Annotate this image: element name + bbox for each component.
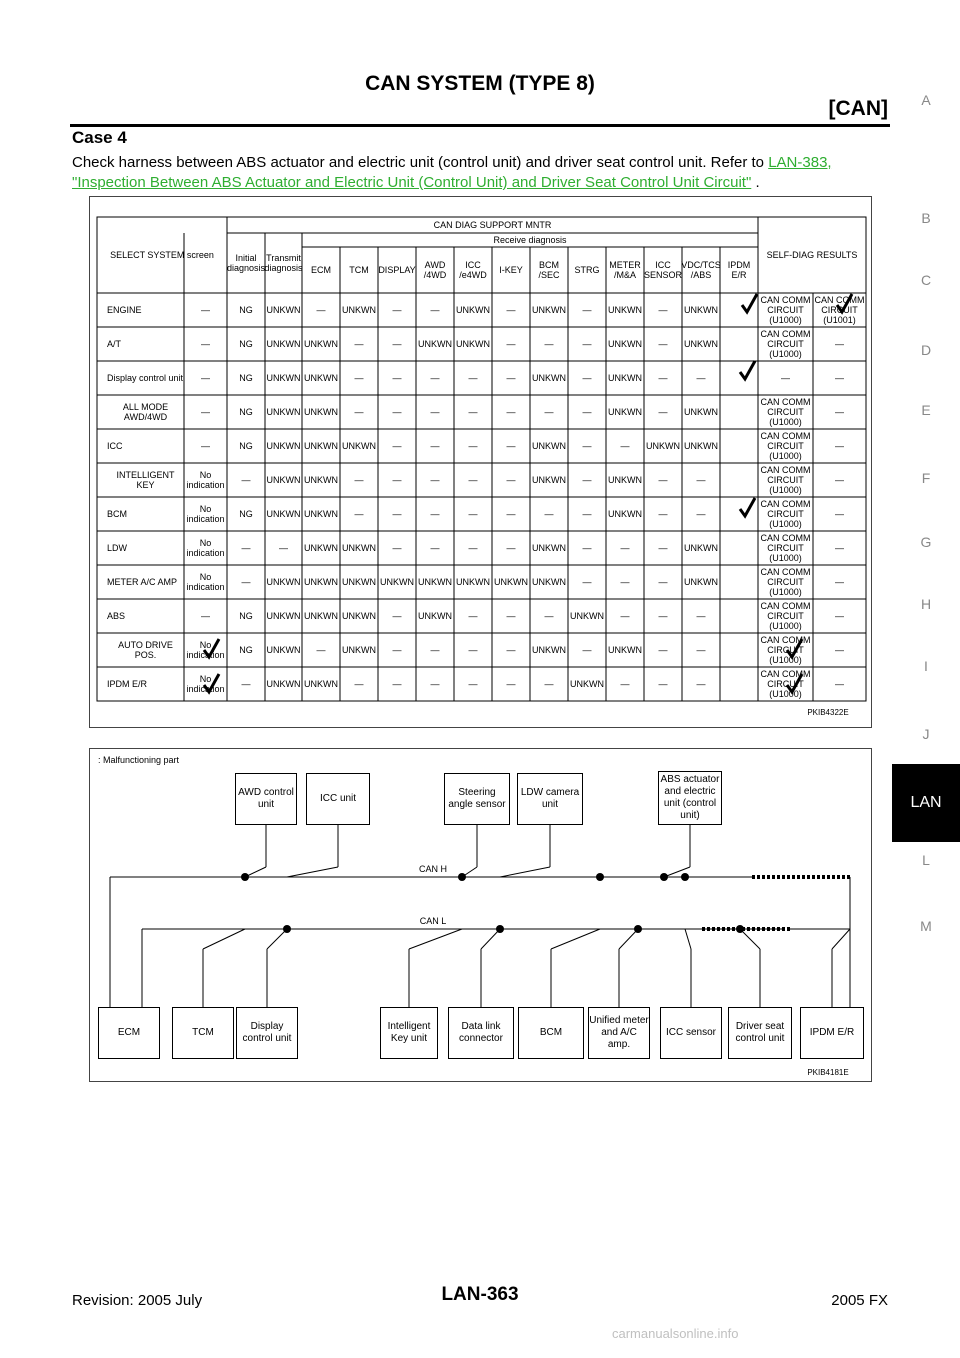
transmit-diagnosis-value: NG — [239, 645, 253, 655]
transmit-diagnosis-value: — — [241, 679, 251, 689]
receive-diagnosis-value: UNKWN — [266, 611, 301, 621]
transmit-diagnosis-value: — — [241, 577, 251, 587]
receive-diagnosis-value: — — [392, 543, 402, 553]
self-diag-result: — — [835, 679, 844, 689]
initial-diagnosis-value: No indication — [186, 674, 225, 694]
initial-diagnosis-value: — — [201, 305, 210, 315]
receive-diagnosis-value: UNKWN — [304, 407, 338, 417]
receive-diagnosis-value: UNKWN — [304, 679, 338, 689]
receive-diagnosis-value: UNKWN — [532, 543, 566, 553]
receive-diagnosis-value: UNKWN — [570, 611, 604, 621]
receive-diagnosis-value: — — [354, 679, 364, 689]
side-tab-f[interactable]: F — [921, 470, 931, 486]
receive-diagnosis-value: — — [582, 509, 592, 519]
side-tab-j[interactable]: J — [922, 726, 930, 742]
receive-column-header: AWD /4WD — [423, 260, 447, 280]
system-name: METER A/C AMP — [107, 577, 178, 587]
receive-diagnosis-value: UNKWN — [456, 339, 490, 349]
receive-diagnosis-value: — — [430, 509, 440, 519]
receive-diagnosis-value: UNKWN — [266, 305, 301, 315]
receive-diagnosis-value: — — [544, 679, 554, 689]
self-diag-result: — — [835, 475, 844, 485]
case-title: Case 4 — [72, 128, 127, 147]
receive-diagnosis-value: — — [392, 339, 402, 349]
receive-diagnosis-value: UNKWN — [532, 373, 566, 383]
initial-diagnosis-value: — — [201, 373, 210, 383]
transmit-diagnosis-header: Transmit diagnosis — [264, 253, 303, 273]
receive-column-header: VDC/TCS /ABS — [681, 260, 721, 280]
receive-diagnosis-value: — — [316, 305, 326, 315]
receive-diagnosis-value: UNKWN — [608, 373, 642, 383]
top-unit-box: ABS actuator and electric unit (control unit) — [658, 771, 722, 825]
receive-diagnosis-value: UNKWN — [608, 509, 642, 519]
receive-diagnosis-value: UNKWN — [608, 645, 642, 655]
receive-diagnosis-value: UNKWN — [684, 543, 718, 553]
can-h-label: CAN H — [418, 864, 447, 874]
section-label: [CAN] — [828, 97, 888, 120]
receive-diagnosis-value: — — [544, 509, 554, 519]
receive-diagnosis-value: UNKWN — [342, 577, 376, 587]
footer-model: 2005 FX — [831, 1292, 888, 1309]
receive-diagnosis-value: — — [696, 645, 706, 655]
receive-diagnosis-value: — — [696, 475, 706, 485]
receive-diagnosis-header: Receive diagnosis — [493, 235, 567, 245]
receive-diagnosis-value: — — [468, 441, 478, 451]
receive-diagnosis-value: UNKWN — [608, 305, 642, 315]
receive-diagnosis-value: — — [279, 543, 288, 553]
transmit-diagnosis-value: NG — [239, 339, 253, 349]
table-cells — [90, 197, 873, 729]
receive-diagnosis-value: — — [506, 407, 516, 417]
receive-diagnosis-value: — — [620, 611, 630, 621]
receive-diagnosis-value: UNKWN — [418, 339, 452, 349]
initial-diagnosis-value: No indication — [186, 470, 225, 490]
receive-diagnosis-value: — — [392, 611, 402, 621]
top-unit-box: AWD control unit — [235, 773, 297, 825]
system-name: INTELLIGENT KEY — [116, 470, 175, 490]
receive-diagnosis-value: — — [430, 475, 440, 485]
select-system-header: SELECT SYSTEM screen — [110, 250, 214, 260]
transmit-diagnosis-value: NG — [239, 611, 253, 621]
receive-diagnosis-value: UNKWN — [342, 543, 376, 553]
receive-diagnosis-value: — — [658, 373, 668, 383]
transmit-diagnosis-value: — — [241, 543, 251, 553]
initial-diagnosis-value: No indication — [186, 504, 225, 524]
watermark: carmanualsonline.info — [612, 1326, 739, 1341]
receive-diagnosis-value: UNKWN — [456, 305, 490, 315]
receive-diagnosis-value: — — [392, 441, 402, 451]
receive-diagnosis-value: — — [430, 679, 440, 689]
receive-diagnosis-value: UNKWN — [380, 577, 414, 587]
receive-column-header: METER /M&A — [609, 260, 641, 280]
self-diag-result: — — [835, 577, 844, 587]
initial-diagnosis-value: — — [201, 441, 210, 451]
receive-diagnosis-value: UNKWN — [684, 407, 718, 417]
initial-diagnosis-value: — — [201, 407, 210, 417]
receive-diagnosis-value: — — [468, 475, 478, 485]
initial-diagnosis-header: Initial diagnosis — [226, 253, 266, 273]
receive-column-header: IPDM E/R — [727, 260, 751, 280]
side-tab-h[interactable]: H — [920, 596, 932, 612]
footer-page-number: LAN-363 — [441, 1284, 519, 1305]
self-diag-result: — — [835, 645, 844, 655]
receive-diagnosis-value: UNKWN — [608, 407, 642, 417]
receive-diagnosis-value: — — [506, 441, 516, 451]
side-tab-a[interactable]: A — [921, 92, 931, 108]
figure-code: PKIB4181E — [807, 1068, 849, 1077]
side-tab-g[interactable]: G — [920, 534, 932, 550]
receive-diagnosis-value: — — [506, 339, 516, 349]
receive-diagnosis-value: — — [658, 305, 668, 315]
receive-diagnosis-value: — — [696, 373, 706, 383]
receive-diagnosis-value: — — [506, 679, 516, 689]
table-title: CAN DIAG SUPPORT MNTR — [433, 220, 552, 230]
receive-diagnosis-value: UNKWN — [608, 339, 642, 349]
receive-diagnosis-value: — — [316, 645, 326, 655]
self-diag-result: CAN COMM CIRCUIT (U1000) — [760, 397, 811, 427]
receive-diagnosis-value: — — [430, 543, 440, 553]
receive-diagnosis-value: — — [354, 407, 364, 417]
self-diag-result: CAN COMM CIRCUIT (U1000) — [760, 499, 811, 529]
receive-diagnosis-value: UNKWN — [266, 407, 301, 417]
receive-diagnosis-value: — — [506, 645, 516, 655]
receive-diagnosis-value: UNKWN — [684, 577, 718, 587]
receive-column-header: ICC /e4WD — [459, 260, 487, 280]
receive-diagnosis-value: — — [582, 645, 592, 655]
system-name: IPDM E/R — [107, 679, 148, 689]
transmit-diagnosis-value: NG — [239, 509, 253, 519]
initial-diagnosis-value: No indication — [186, 640, 225, 660]
receive-diagnosis-value: — — [506, 373, 516, 383]
receive-diagnosis-value: UNKWN — [266, 679, 301, 689]
receive-diagnosis-value: — — [544, 611, 554, 621]
side-tab-b[interactable]: B — [921, 210, 931, 226]
receive-diagnosis-value: — — [696, 509, 706, 519]
receive-diagnosis-value: — — [392, 407, 402, 417]
receive-diagnosis-value: UNKWN — [684, 339, 718, 349]
self-diag-result: — — [835, 407, 844, 417]
receive-diagnosis-value: — — [392, 475, 402, 485]
receive-diagnosis-value: — — [392, 645, 402, 655]
footer-revision: Revision: 2005 July — [72, 1292, 203, 1309]
receive-diagnosis-value: UNKWN — [342, 441, 376, 451]
receive-diagnosis-value: — — [658, 475, 668, 485]
receive-diagnosis-value: — — [430, 305, 440, 315]
initial-diagnosis-value: No indication — [186, 572, 225, 592]
unit-boxes — [90, 749, 873, 1083]
receive-diagnosis-value: — — [430, 441, 440, 451]
instruction-end: . — [751, 174, 760, 191]
system-name: BCM — [107, 509, 127, 519]
legend-malfunctioning: : Malfunctioning part — [98, 755, 180, 765]
system-name: Display control unit — [107, 373, 184, 383]
system-name: AUTO DRIVE POS. — [118, 640, 173, 660]
side-tab-m[interactable]: M — [920, 918, 932, 934]
self-diag-result: — — [835, 509, 844, 519]
self-diag-result: — — [835, 339, 844, 349]
receive-diagnosis-value: — — [506, 543, 516, 553]
receive-diagnosis-value: — — [582, 577, 592, 587]
side-index-tabs — [892, 0, 960, 1358]
self-diag-result: — — [835, 543, 844, 553]
receive-diagnosis-value: — — [430, 407, 440, 417]
system-name: ICC — [107, 441, 123, 451]
receive-diagnosis-value: UNKWN — [608, 475, 642, 485]
top-unit-box: LDW camera unit — [517, 773, 583, 825]
self-diag-results-header: SELF-DIAG RESULTS — [766, 250, 858, 260]
receive-diagnosis-value: — — [468, 611, 478, 621]
initial-diagnosis-value: No indication — [186, 538, 225, 558]
receive-diagnosis-value: UNKWN — [342, 305, 376, 315]
bottom-unit-box: Driver seat control unit — [728, 1007, 792, 1059]
self-diag-result: CAN COMM CIRCUIT (U1000) — [760, 465, 811, 495]
receive-diagnosis-value: UNKWN — [304, 543, 338, 553]
receive-diagnosis-value: — — [620, 679, 630, 689]
self-diag-result: — — [835, 441, 844, 451]
receive-diagnosis-value: UNKWN — [304, 577, 338, 587]
receive-diagnosis-value: — — [658, 407, 668, 417]
receive-diagnosis-value: UNKWN — [646, 441, 680, 451]
receive-diagnosis-value: — — [506, 305, 516, 315]
bottom-unit-box: Data link connector — [448, 1007, 514, 1059]
receive-column-header: STRG — [574, 265, 600, 275]
side-tab-e[interactable]: E — [921, 402, 931, 418]
receive-diagnosis-value: — — [582, 373, 592, 383]
receive-diagnosis-value: — — [468, 407, 478, 417]
receive-diagnosis-value: UNKWN — [266, 577, 301, 587]
receive-diagnosis-value: — — [506, 611, 516, 621]
bottom-unit-box: Intelligent Key unit — [380, 1007, 438, 1059]
system-name: ALL MODE AWD/4WD — [122, 402, 169, 422]
top-unit-box: ICC unit — [306, 773, 370, 825]
can-wiring-diagram — [89, 748, 872, 1082]
receive-diagnosis-value: — — [468, 679, 478, 689]
receive-diagnosis-value: — — [582, 543, 592, 553]
receive-diagnosis-value: — — [582, 441, 592, 451]
receive-diagnosis-value: — — [582, 339, 592, 349]
initial-diagnosis-value: — — [201, 339, 210, 349]
bottom-unit-box: ECM — [98, 1007, 160, 1059]
receive-diagnosis-value: — — [506, 509, 516, 519]
receive-diagnosis-value: — — [468, 645, 478, 655]
side-tab-i[interactable]: I — [924, 658, 928, 674]
receive-diagnosis-value: — — [468, 543, 478, 553]
self-diag-result: CAN COMM CIRCUIT (U1000) — [760, 329, 811, 359]
bottom-unit-box: IPDM E/R — [800, 1007, 864, 1059]
receive-diagnosis-value: — — [620, 543, 630, 553]
receive-diagnosis-value: UNKWN — [342, 611, 376, 621]
transmit-diagnosis-value: NG — [239, 441, 253, 451]
system-name: ABS — [107, 611, 126, 621]
receive-diagnosis-value: — — [658, 543, 668, 553]
self-diag-result: CAN COMM CIRCUIT (U1000) — [760, 601, 811, 631]
transmit-diagnosis-value: NG — [239, 373, 253, 383]
self-diag-result: CAN COMM CIRCUIT (U1000) — [760, 635, 811, 665]
receive-diagnosis-value: — — [430, 645, 440, 655]
receive-diagnosis-value: — — [658, 645, 668, 655]
receive-diagnosis-value: — — [354, 339, 364, 349]
receive-column-header: TCM — [349, 265, 369, 275]
bottom-unit-box: ICC sensor — [660, 1007, 722, 1059]
receive-diagnosis-value: UNKWN — [266, 475, 301, 485]
receive-column-header: ECM — [311, 265, 331, 275]
receive-diagnosis-value: — — [392, 509, 402, 519]
receive-diagnosis-value: UNKWN — [266, 339, 301, 349]
bottom-unit-box: Display control unit — [236, 1007, 298, 1059]
receive-diagnosis-value: — — [392, 373, 402, 383]
receive-diagnosis-value: UNKWN — [532, 475, 566, 485]
self-diag-result: CAN COMM CIRCUIT (U1000) — [760, 295, 811, 325]
bottom-unit-box: TCM — [172, 1007, 234, 1059]
receive-diagnosis-value: UNKWN — [266, 509, 301, 519]
receive-diagnosis-value: UNKWN — [304, 373, 338, 383]
self-diag-result: CAN COMM CIRCUIT (U1001) — [814, 295, 865, 325]
figure-code: PKIB4322E — [807, 708, 849, 717]
receive-diagnosis-value: — — [582, 407, 592, 417]
self-diag-result: CAN COMM CIRCUIT (U1000) — [760, 567, 811, 597]
receive-diagnosis-value: — — [582, 475, 592, 485]
receive-diagnosis-value: — — [544, 339, 554, 349]
header-rule — [70, 124, 890, 127]
self-diag-result: — — [781, 373, 790, 383]
bottom-unit-box: Unified meter and A/C amp. — [588, 1007, 650, 1059]
receive-diagnosis-value: UNKWN — [418, 611, 452, 621]
receive-diagnosis-value: — — [658, 509, 668, 519]
receive-diagnosis-value: — — [582, 305, 592, 315]
self-diag-result: CAN COMM CIRCUIT (U1000) — [760, 431, 811, 461]
receive-diagnosis-value: — — [620, 441, 630, 451]
system-name: ENGINE — [107, 305, 142, 315]
self-diag-result: CAN COMM CIRCUIT (U1000) — [760, 669, 811, 699]
top-unit-box: Steering angle sensor — [444, 773, 510, 825]
receive-diagnosis-value: UNKWN — [532, 645, 566, 655]
receive-column-header: ICC SENSOR — [644, 260, 683, 280]
receive-diagnosis-value: — — [620, 577, 630, 587]
initial-diagnosis-value: — — [201, 611, 210, 621]
side-tab-d[interactable]: D — [920, 342, 932, 358]
receive-diagnosis-value: — — [696, 679, 706, 689]
receive-diagnosis-value: UNKWN — [684, 305, 718, 315]
receive-diagnosis-value: UNKWN — [304, 339, 338, 349]
receive-diagnosis-value: — — [392, 679, 402, 689]
self-diag-result: CAN COMM CIRCUIT (U1000) — [760, 533, 811, 563]
receive-column-header: DISPLAY — [378, 265, 416, 275]
self-diag-result: — — [835, 373, 844, 383]
receive-diagnosis-value: UNKWN — [418, 577, 452, 587]
transmit-diagnosis-value: — — [241, 475, 251, 485]
side-tab-l[interactable]: L — [922, 852, 930, 868]
receive-diagnosis-value: UNKWN — [266, 441, 301, 451]
system-name: LDW — [107, 543, 127, 553]
receive-diagnosis-value: — — [506, 475, 516, 485]
bottom-unit-box: BCM — [518, 1007, 584, 1059]
instruction-paragraph — [72, 153, 894, 193]
receive-diagnosis-value: UNKWN — [342, 645, 376, 655]
receive-diagnosis-value: — — [354, 509, 364, 519]
receive-column-header: BCM /SEC — [538, 260, 560, 280]
receive-diagnosis-value: UNKWN — [266, 645, 301, 655]
receive-diagnosis-value: UNKWN — [532, 577, 566, 587]
receive-diagnosis-value: — — [544, 407, 554, 417]
receive-diagnosis-value: UNKWN — [684, 441, 718, 451]
system-name: A/T — [107, 339, 122, 349]
receive-diagnosis-value: — — [658, 679, 668, 689]
transmit-diagnosis-value: NG — [239, 305, 253, 315]
receive-diagnosis-value: — — [468, 509, 478, 519]
receive-diagnosis-value: UNKWN — [532, 441, 566, 451]
receive-diagnosis-value: UNKWN — [456, 577, 490, 587]
receive-column-header: I-KEY — [499, 265, 523, 275]
receive-diagnosis-value: UNKWN — [304, 509, 338, 519]
side-tab-c[interactable]: C — [920, 272, 932, 288]
instruction-text: Check harness between ABS actuator and electric unit (control unit) and driver seat control unit. Refer to — [72, 154, 769, 171]
receive-diagnosis-value: UNKWN — [494, 577, 528, 587]
receive-diagnosis-value: — — [658, 611, 668, 621]
receive-diagnosis-value: UNKWN — [304, 475, 338, 485]
can-diag-table-figure — [89, 196, 872, 728]
receive-diagnosis-value: UNKWN — [266, 373, 301, 383]
transmit-diagnosis-value: NG — [239, 407, 253, 417]
reference-link[interactable]: LAN-383, "Inspection Between ABS Actuator and Electric Unit (Control Unit) and Driver Seat Control Unit Circuit" — [72, 154, 832, 191]
receive-diagnosis-value: — — [468, 373, 478, 383]
receive-diagnosis-value: UNKWN — [304, 441, 338, 451]
receive-diagnosis-value: UNKWN — [304, 611, 338, 621]
receive-diagnosis-value: — — [658, 577, 668, 587]
receive-diagnosis-value: — — [696, 611, 706, 621]
receive-diagnosis-value: — — [658, 339, 668, 349]
receive-diagnosis-value: — — [354, 475, 364, 485]
page-title: CAN SYSTEM (TYPE 8) — [365, 72, 595, 95]
can-l-label: CAN L — [419, 916, 447, 926]
receive-diagnosis-value: — — [430, 373, 440, 383]
receive-diagnosis-value: — — [392, 305, 402, 315]
receive-diagnosis-value: UNKWN — [532, 305, 566, 315]
self-diag-result: — — [835, 611, 844, 621]
receive-diagnosis-value: — — [354, 373, 364, 383]
side-tab-lan[interactable]: LAN — [892, 764, 960, 842]
receive-diagnosis-value: UNKWN — [570, 679, 604, 689]
